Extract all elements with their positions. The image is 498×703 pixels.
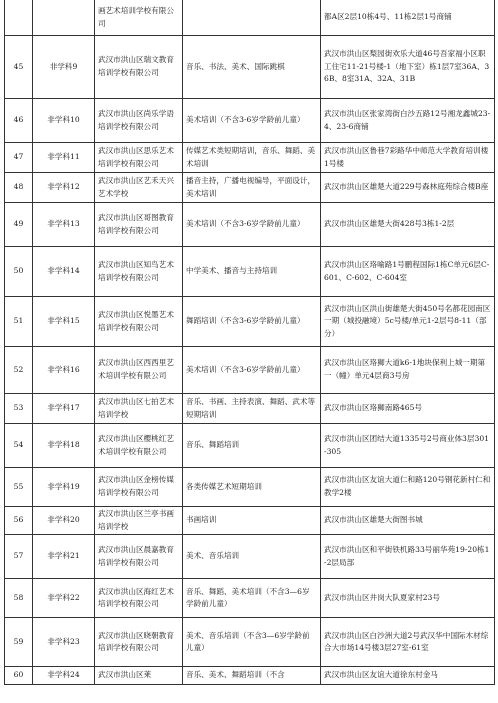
- category-cell: 非学科11: [33, 143, 95, 173]
- school-name-cell: 武汉市洪山区晓朝教育培训学校有限公司: [95, 618, 183, 667]
- school-name-cell: 武汉市洪山区哥图教育培训学校有限公司: [95, 203, 183, 247]
- address-cell: 武汉市洪山区井岗大队夏家村23号: [321, 579, 495, 618]
- training-scope-cell: 美术培训（不含3-6岁学龄前儿童）: [183, 99, 321, 143]
- row-number: 51: [5, 297, 33, 347]
- table-row: [5, 468, 495, 507]
- category-cell: 非学科16: [33, 347, 95, 394]
- school-name-cell: 武汉市洪山区金榜传媒培训学校有限公司: [95, 468, 183, 507]
- row-number: 57: [5, 535, 33, 579]
- school-name-cell: 武汉市洪山区尚乐学语培训学校有限公司: [95, 99, 183, 143]
- school-name-cell: 武汉市洪山区兰亭书画培训学校: [95, 507, 183, 535]
- school-name-cell: 武汉市洪山区七拍艺术培训学校: [95, 394, 183, 424]
- table-row: [5, 507, 495, 535]
- row-number: 54: [5, 424, 33, 468]
- category-cell: 非学科15: [33, 297, 95, 347]
- address-cell: 武汉市洪山区白沙洲大道2号武汉华中国际木材综合大市场14号楼3层27室-61室: [321, 618, 495, 667]
- address-cell: 武汉市洪山区鲁巷7彩路华中师范大学教育培训楼1号楼: [321, 143, 495, 173]
- table-row: [5, 0, 495, 36]
- training-scope-cell: 各类传媒艺术短期培训: [183, 468, 321, 507]
- address-cell: 武汉市洪山区珞狮南路465号: [321, 394, 495, 424]
- table-row: [5, 347, 495, 394]
- category-cell: 非学科13: [33, 203, 95, 247]
- category-cell: 非学科18: [33, 424, 95, 468]
- table-row: [5, 143, 495, 173]
- address-cell: 武汉市洪山区雄楚大街428号3栋1-2层: [321, 203, 495, 247]
- school-list-table: [4, 0, 495, 685]
- school-name-cell: 武汉市洪山区海红艺术培训学校有限公司: [95, 579, 183, 618]
- row-number: 45: [5, 36, 33, 99]
- address-cell: 武汉市洪山区和平街铁机路33号丽华苑19-20栋1-2层局部: [321, 535, 495, 579]
- training-scope-cell: 舞蹈培训（不含3-6岁学龄前儿童）: [183, 297, 321, 347]
- school-name-cell: 武汉市洪山区西西里艺术培训学校有限公司: [95, 347, 183, 394]
- table-row: [5, 618, 495, 667]
- training-scope-cell: 传媒艺术类短期培训，音乐、舞蹈、美术培训: [183, 143, 321, 173]
- training-scope-cell: 音乐、书画、主持表演、舞蹈、武术等短期培训: [183, 394, 321, 424]
- training-scope-cell: 播音主持，广播电视编导，平面设计，美术培训: [183, 173, 321, 203]
- address-cell: 武汉市洪山区洪山街雄楚大街450号名都花园南区一期（城投融境）5c号楼/单元1-2层号8-11（部分）: [321, 297, 495, 347]
- training-scope-cell: 美术、音乐培训: [183, 535, 321, 579]
- category-cell: 非学科23: [33, 618, 95, 667]
- row-number: 55: [5, 468, 33, 507]
- row-number: 48: [5, 173, 33, 203]
- school-name-cell: 武汉市洪山区莱: [95, 667, 183, 685]
- category-cell: 非学科10: [33, 99, 95, 143]
- row-number: 47: [5, 143, 33, 173]
- table-row: [5, 535, 495, 579]
- table-row: [5, 297, 495, 347]
- address-cell: 武汉市洪山区雄楚大道229号森林庭苑综合楼B座: [321, 173, 495, 203]
- training-scope-cell: 美术培训（不含3-6岁学龄前儿童）: [183, 347, 321, 394]
- training-scope-cell: 音乐、美术、舞蹈培训（不含: [183, 667, 321, 685]
- row-number: 58: [5, 579, 33, 618]
- address-cell: 都A区2层10栋4号、11栋2层1号商铺: [321, 0, 495, 36]
- school-name-cell: 武汉市洪山区悦墨艺术培训学校有限公司: [95, 297, 183, 347]
- table-row: [5, 424, 495, 468]
- address-cell: 武汉市洪山区珞狮大道k6-1地块保利上城一期第一（幢）单元4层商3号房: [321, 347, 495, 394]
- table-row: [5, 579, 495, 618]
- table-row: [5, 667, 495, 685]
- training-scope-cell: 美术、音乐培训（不含3—6岁学龄前儿童）: [183, 618, 321, 667]
- address-cell: 武汉市洪山区张家湾街白沙五路12号湘龙鑫城23-4、23-6商铺: [321, 99, 495, 143]
- row-number: 53: [5, 394, 33, 424]
- school-name-cell: 画艺术培训学校有限公司: [95, 0, 183, 36]
- table-row: [5, 247, 495, 297]
- category-cell: 非学科20: [33, 507, 95, 535]
- category-cell: 非学科21: [33, 535, 95, 579]
- training-scope-cell: 中学美术、播音与主持培训: [183, 247, 321, 297]
- category-cell: 非学科14: [33, 247, 95, 297]
- row-number: 49: [5, 203, 33, 247]
- address-cell: 武汉市洪山区雄楚大街图书城: [321, 507, 495, 535]
- address-cell: 武汉市洪山区梨园街欢乐大道46号吾家福小区职工住宅11-21号楼-1（地下室）栋1层7室36A、36B、8室31A、32A、31B: [321, 36, 495, 99]
- table-row: [5, 99, 495, 143]
- category-cell: 非学科19: [33, 468, 95, 507]
- training-scope-cell: 书画培训: [183, 507, 321, 535]
- row-number: 46: [5, 99, 33, 143]
- row-number: 56: [5, 507, 33, 535]
- training-scope-cell: 音乐、舞蹈培训: [183, 424, 321, 468]
- row-number: 59: [5, 618, 33, 667]
- category-cell: 非学科12: [33, 173, 95, 203]
- table-row: [5, 394, 495, 424]
- training-scope-cell: 美术培训（不含3-6岁学龄前儿童）: [183, 203, 321, 247]
- school-name-cell: 武汉市洪山区瑞文教育培训学校有限公司: [95, 36, 183, 99]
- category-cell: 非学科9: [33, 36, 95, 99]
- training-scope-cell: 音乐、舞蹈、美术培训（不含3—6岁学龄前儿童）: [183, 579, 321, 618]
- table-row: [5, 173, 495, 203]
- row-number: 60: [5, 667, 33, 685]
- table-row: [5, 36, 495, 99]
- row-number: 52: [5, 347, 33, 394]
- school-name-cell: 武汉市洪山区樱桃红艺术培训学校有限公司: [95, 424, 183, 468]
- category-cell: 非学科22: [33, 579, 95, 618]
- address-cell: 武汉市洪山区团结大道1335号2号商业体3层301-305: [321, 424, 495, 468]
- training-scope-cell: [183, 0, 321, 36]
- school-name-cell: 武汉市洪山区晨嘉教育培训学校有限公司: [95, 535, 183, 579]
- address-cell: 武汉市洪山区友谊大道仁和路120号钢花新村仁和教学2楼: [321, 468, 495, 507]
- table-row: [5, 203, 495, 247]
- category-cell: 非学科24: [33, 667, 95, 685]
- row-number: 50: [5, 247, 33, 297]
- address-cell: 武汉市洪山区珞喻路1号鹏程国际1栋C单元6层C-601、C-602、C-604室: [321, 247, 495, 297]
- category-cell: 非学科17: [33, 394, 95, 424]
- school-name-cell: 武汉市洪山区知鸟艺术培训学校有限公司: [95, 247, 183, 297]
- training-scope-cell: 音乐、书法、美术、国际跳棋: [183, 36, 321, 99]
- table-body: [5, 0, 495, 685]
- school-name-cell: 武汉市洪山区艺禾天兴艺术学校: [95, 173, 183, 203]
- category-cell: [33, 0, 95, 36]
- school-name-cell: 武汉市洪山区思乐艺术培训学校有限公司: [95, 143, 183, 173]
- row-number: [5, 0, 33, 36]
- address-cell: 武汉市洪山区友谊大道徐东村金马: [321, 667, 495, 685]
